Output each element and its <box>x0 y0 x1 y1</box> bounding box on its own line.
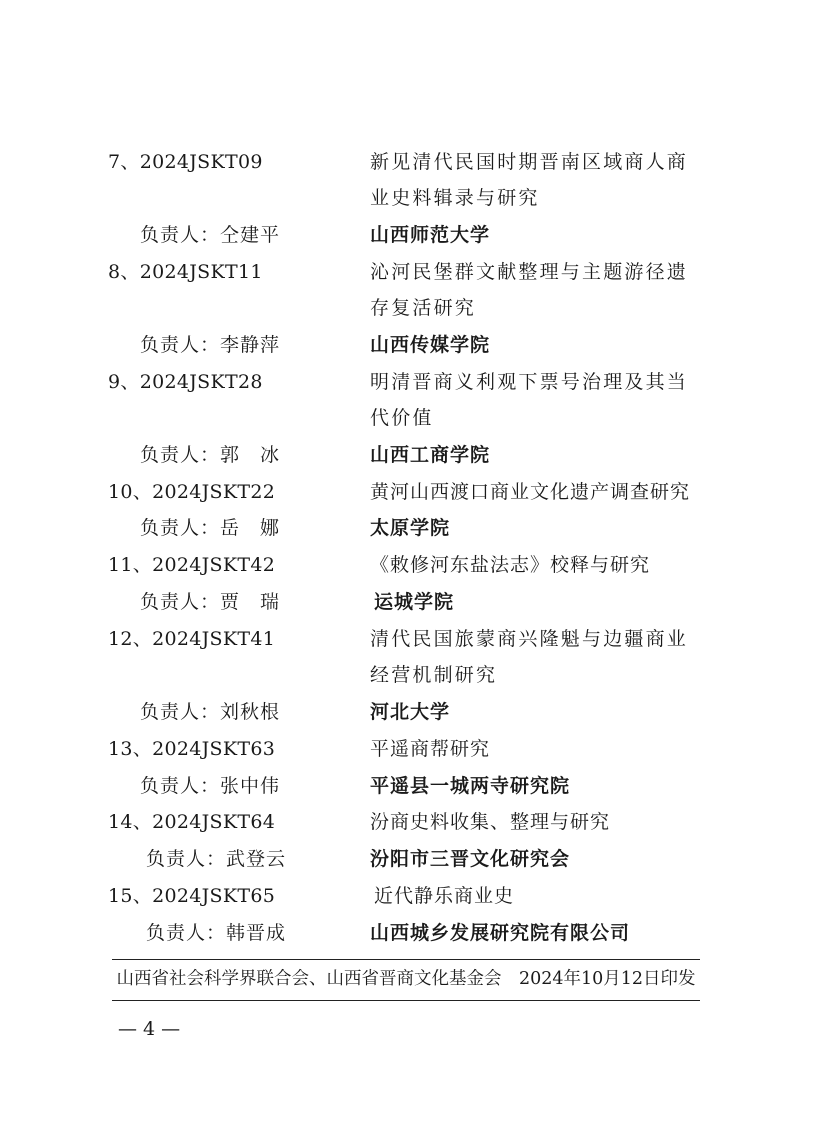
project-title-line: 黄河山西渡口商业文化遗产调查研究 <box>370 481 691 503</box>
responsible-row <box>0 512 816 544</box>
entry-row <box>0 476 816 508</box>
responsible-person: 负责人：武登云 <box>146 848 287 870</box>
responsible-person: 负责人：刘秋根 <box>140 701 281 723</box>
project-code: 8、2024JSKT11 <box>108 261 263 283</box>
project-code: 14、2024JSKT64 <box>108 811 276 833</box>
entry-row <box>0 182 816 214</box>
project-title-line: 清代民国旅蒙商兴隆魁与边疆商业 <box>370 628 689 650</box>
organization: 太原学院 <box>370 517 451 539</box>
project-title-line: 《敕修河东盐法志》校释与研究 <box>370 554 651 576</box>
footer-bottom-rule <box>112 1000 700 1001</box>
responsible-row <box>0 439 816 471</box>
responsible-row <box>0 843 816 875</box>
organization: 山西传媒学院 <box>370 334 491 356</box>
page-number: — 4 — <box>118 1018 181 1040</box>
entry-row <box>0 659 816 691</box>
project-title-line: 新见清代民国时期晋南区域商人商 <box>370 151 689 173</box>
project-title-line: 沁河民堡群文献整理与主题游径遗 <box>370 261 689 283</box>
responsible-row <box>0 696 816 728</box>
project-code: 12、2024JSKT41 <box>108 628 276 650</box>
responsible-person: 负责人：郭 冰 <box>140 444 281 466</box>
entry-row <box>0 292 816 324</box>
responsible-person: 负责人：李静萍 <box>140 334 281 356</box>
responsible-person: 负责人：韩晋成 <box>146 922 287 944</box>
responsible-person: 负责人：岳 娜 <box>140 517 281 539</box>
project-title-line: 存复活研究 <box>370 297 477 319</box>
entry-row <box>0 366 816 398</box>
entry-row <box>0 549 816 581</box>
entry-row <box>0 146 816 178</box>
project-code: 10、2024JSKT22 <box>108 481 276 503</box>
project-code: 13、2024JSKT63 <box>108 738 276 760</box>
responsible-person: 负责人：仝建平 <box>140 224 281 246</box>
footer-top-rule <box>112 959 700 960</box>
footer-issuer: 山西省社会科学界联合会、山西省晋商文化基金会 2024年10月12日印发 <box>116 969 696 989</box>
responsible-row <box>0 586 816 618</box>
entry-row <box>0 402 816 434</box>
project-code: 7、2024JSKT09 <box>108 151 263 173</box>
project-title-line: 近代静乐商业史 <box>374 885 515 907</box>
project-title-line: 经营机制研究 <box>370 664 498 686</box>
responsible-row <box>0 329 816 361</box>
responsible-person: 负责人：张中伟 <box>140 775 281 797</box>
organization: 山西师范大学 <box>370 224 491 246</box>
entry-row <box>0 880 816 912</box>
responsible-row <box>0 770 816 802</box>
organization: 运城学院 <box>374 591 455 613</box>
project-title-line: 汾商史料收集、整理与研究 <box>370 811 611 833</box>
project-code: 11、2024JSKT42 <box>108 554 276 576</box>
entry-row <box>0 806 816 838</box>
organization: 平遥县一城两寺研究院 <box>370 775 571 797</box>
responsible-person: 负责人：贾 瑞 <box>140 591 281 613</box>
responsible-row <box>0 917 816 949</box>
organization: 山西工商学院 <box>370 444 491 466</box>
project-title-line: 业史料辑录与研究 <box>370 187 540 209</box>
project-title-line: 平遥商帮研究 <box>370 738 491 760</box>
organization: 汾阳市三晋文化研究会 <box>370 848 571 870</box>
entry-row <box>0 256 816 288</box>
project-title-line: 明清晋商义利观下票号治理及其当 <box>370 371 689 393</box>
organization: 河北大学 <box>370 701 451 723</box>
responsible-row <box>0 219 816 251</box>
entry-row <box>0 733 816 765</box>
organization: 山西城乡发展研究院有限公司 <box>370 922 631 944</box>
entry-row <box>0 623 816 655</box>
project-title-line: 代价值 <box>370 407 434 429</box>
project-code: 15、2024JSKT65 <box>108 885 276 907</box>
project-code: 9、2024JSKT28 <box>108 371 263 393</box>
